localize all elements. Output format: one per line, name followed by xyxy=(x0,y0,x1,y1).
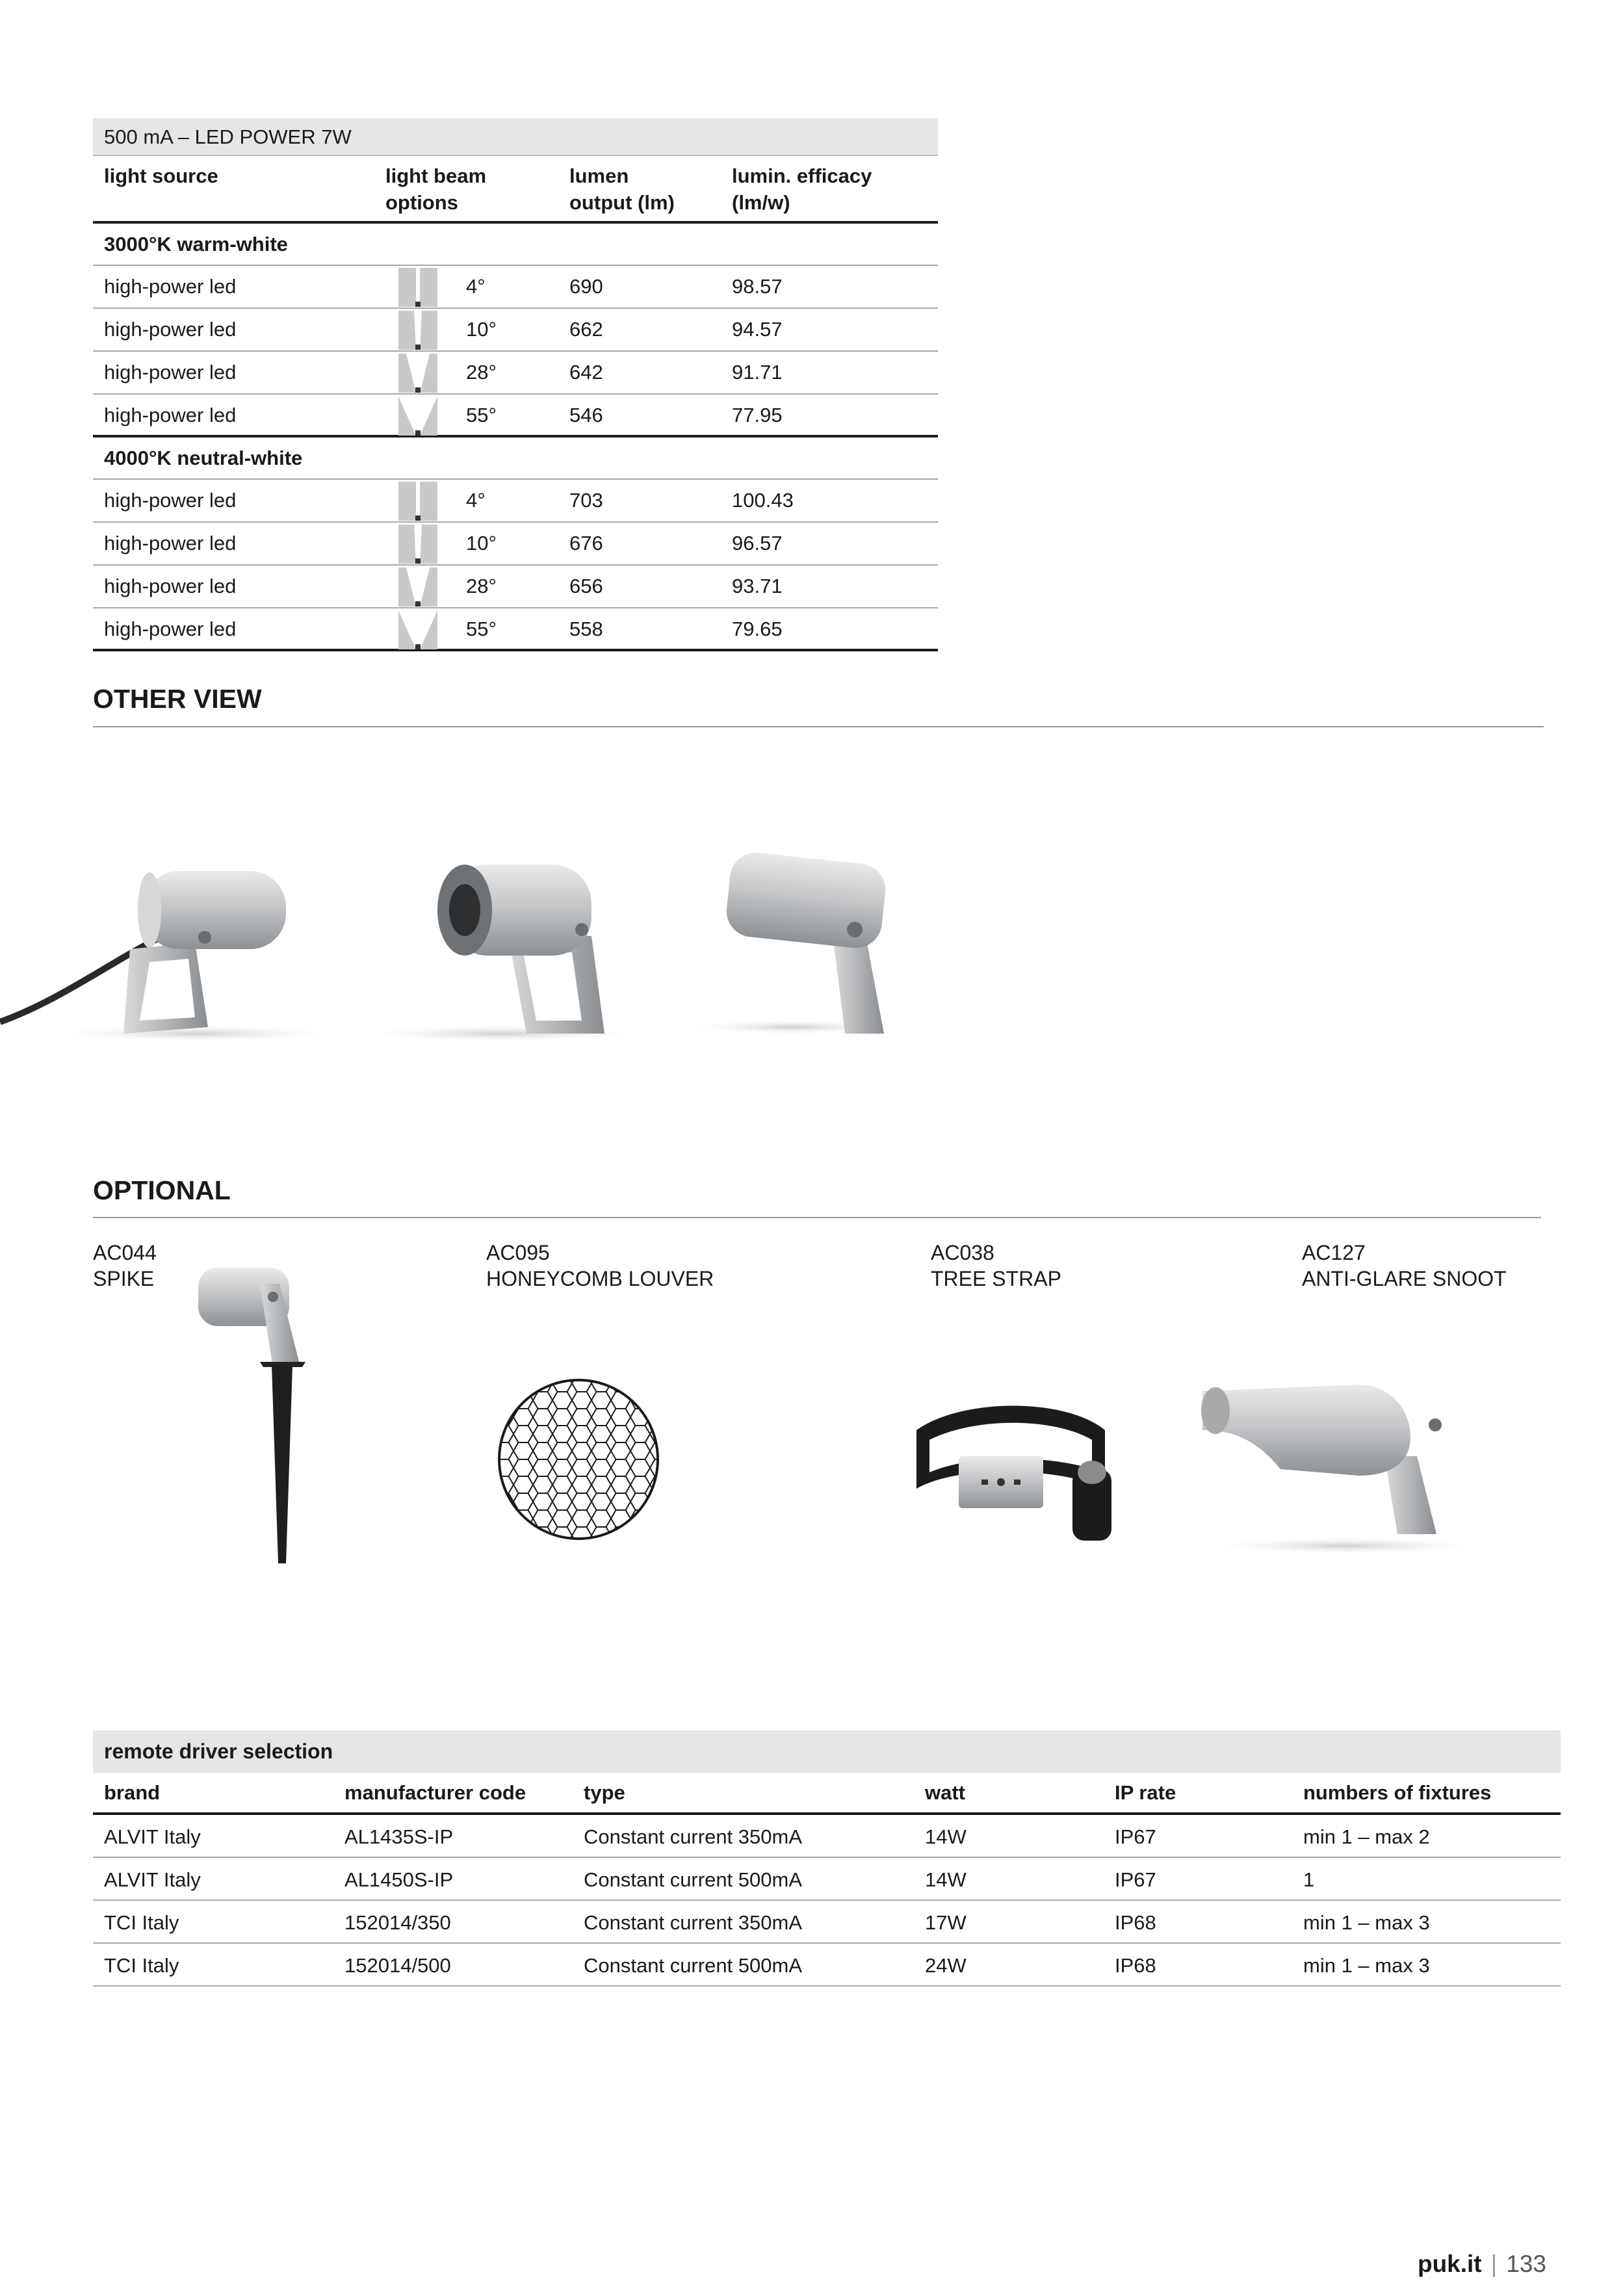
cell-beam-angle: 10° xyxy=(466,318,497,341)
beam-wide-icon xyxy=(398,397,437,436)
cell-code: AL1435S-IP xyxy=(344,1825,454,1848)
beam-wide-icon xyxy=(398,610,437,649)
header-light-source: light source xyxy=(104,164,218,187)
table-row xyxy=(93,352,938,395)
header-efficacy-line2: (lm/w) xyxy=(732,191,790,214)
led-power-table xyxy=(93,118,938,651)
table-row xyxy=(93,309,938,352)
cell-light-source: high-power led xyxy=(104,618,237,640)
accessory-tree-strap xyxy=(931,1240,1061,1292)
accessory-code: AC038 xyxy=(931,1241,994,1264)
optional-title: OPTIONAL xyxy=(93,1175,231,1205)
cell-efficacy: 93.71 xyxy=(732,575,783,597)
cell-light-source: high-power led xyxy=(104,532,237,554)
optional-divider xyxy=(93,1217,1541,1218)
cell-lumen: 546 xyxy=(569,404,603,426)
group-neutral-white: 4000°K neutral-white xyxy=(93,437,938,480)
table-row xyxy=(93,566,938,608)
table-row xyxy=(93,608,938,651)
cell-type: Constant current 350mA xyxy=(584,1825,803,1848)
accessory-name: HONEYCOMB LOUVER xyxy=(486,1267,714,1290)
cell-beam-angle: 28° xyxy=(466,575,497,597)
cell-fixtures: min 1 – max 3 xyxy=(1303,1911,1430,1934)
cell-fixtures: 1 xyxy=(1303,1868,1315,1891)
header-watt: watt xyxy=(925,1781,965,1804)
cell-efficacy: 96.57 xyxy=(732,532,783,554)
other-view-divider xyxy=(93,726,1544,727)
group-warm-white: 3000°K warm-white xyxy=(93,224,938,266)
beam-spot-icon xyxy=(398,311,437,350)
table-row xyxy=(93,1944,1561,1987)
spotlight-back-view xyxy=(682,850,903,1035)
cell-beam-angle: 4° xyxy=(466,489,486,512)
spotlight-front-view xyxy=(357,865,643,1043)
table-row xyxy=(93,1901,1561,1944)
cell-watt: 14W xyxy=(925,1825,967,1848)
cell-efficacy: 94.57 xyxy=(732,318,783,341)
cell-efficacy: 91.71 xyxy=(732,361,783,384)
table-row xyxy=(93,1815,1561,1858)
cell-beam-angle: 28° xyxy=(466,361,497,384)
footer-separator: | xyxy=(1490,2250,1498,2277)
anti-glare-snoot-image xyxy=(1189,1372,1488,1567)
cell-watt: 14W xyxy=(925,1868,967,1891)
tree-strap-image xyxy=(897,1391,1124,1547)
cell-ip: IP67 xyxy=(1115,1868,1156,1891)
driver-table-header xyxy=(93,1773,1561,1815)
spike-accessory-image xyxy=(195,1264,305,1570)
cell-light-source: high-power led xyxy=(104,404,237,426)
cell-lumen: 656 xyxy=(569,575,603,597)
accessory-name: TREE STRAP xyxy=(931,1267,1061,1290)
accessory-spike xyxy=(93,1240,157,1292)
cell-efficacy: 77.95 xyxy=(732,404,783,426)
accessory-anti-glare-snoot xyxy=(1302,1240,1507,1292)
cell-beam-angle: 4° xyxy=(466,275,486,298)
header-ip-rate: IP rate xyxy=(1115,1781,1176,1804)
cell-lumen: 662 xyxy=(569,318,603,341)
cell-efficacy: 79.65 xyxy=(732,618,783,640)
header-lumen-line1: lumen xyxy=(569,164,629,187)
header-light-beam-line2: options xyxy=(385,191,458,214)
header-light-beam xyxy=(385,163,486,216)
header-brand: brand xyxy=(104,1781,161,1804)
cell-lumen: 703 xyxy=(569,489,603,512)
cell-efficacy: 98.57 xyxy=(732,275,783,298)
cell-code: 152014/350 xyxy=(344,1911,451,1934)
cell-fixtures: min 1 – max 3 xyxy=(1303,1954,1430,1977)
beam-medium-icon xyxy=(398,354,437,393)
cell-light-source: high-power led xyxy=(104,318,237,341)
header-lumen-output xyxy=(569,163,675,216)
table-row xyxy=(93,395,938,437)
header-type: type xyxy=(584,1781,625,1804)
cell-type: Constant current 500mA xyxy=(584,1868,803,1891)
page-number: 133 xyxy=(1506,2250,1546,2277)
cell-fixtures: min 1 – max 2 xyxy=(1303,1825,1430,1848)
cell-lumen: 690 xyxy=(569,275,603,298)
other-view-title: OTHER VIEW xyxy=(93,684,262,714)
cell-watt: 17W xyxy=(925,1911,967,1934)
accessory-name: SPIKE xyxy=(93,1267,155,1290)
header-manufacturer-code: manufacturer code xyxy=(344,1781,526,1804)
cell-brand: TCI Italy xyxy=(104,1911,179,1934)
cell-light-source: high-power led xyxy=(104,275,237,298)
header-light-beam-line1: light beam xyxy=(385,164,487,187)
page-footer xyxy=(1418,2250,1546,2278)
cell-lumen: 676 xyxy=(569,532,603,554)
led-table-header xyxy=(93,156,938,224)
header-efficacy-line1: lumin. efficacy xyxy=(732,164,872,187)
product-views-illustration xyxy=(0,839,923,1060)
cell-lumen: 558 xyxy=(569,618,603,640)
cell-beam-angle: 55° xyxy=(466,404,497,426)
footer-website-link[interactable]: puk.it xyxy=(1417,2250,1482,2277)
cell-type: Constant current 350mA xyxy=(584,1911,803,1934)
cell-light-source: high-power led xyxy=(104,575,237,597)
table-row xyxy=(93,1858,1561,1901)
beam-spot-icon xyxy=(398,525,437,564)
cell-beam-angle: 55° xyxy=(466,618,497,640)
cell-watt: 24W xyxy=(925,1954,967,1977)
cell-ip: IP67 xyxy=(1115,1825,1156,1848)
accessory-name: ANTI-GLARE SNOOT xyxy=(1302,1267,1507,1290)
cell-brand: TCI Italy xyxy=(104,1954,179,1977)
accessory-code: AC044 xyxy=(93,1241,157,1264)
remote-driver-table xyxy=(93,1730,1561,1987)
accessory-code: AC127 xyxy=(1302,1241,1366,1264)
cell-light-source: high-power led xyxy=(104,489,237,512)
header-lumen-line2: output (lm) xyxy=(569,191,675,214)
cell-beam-angle: 10° xyxy=(466,532,497,554)
cell-efficacy: 100.43 xyxy=(732,489,794,512)
cell-ip: IP68 xyxy=(1115,1954,1156,1977)
header-luminous-efficacy xyxy=(732,163,872,216)
beam-narrow-icon xyxy=(398,482,437,521)
accessory-code: AC095 xyxy=(486,1241,550,1264)
spotlight-side-view xyxy=(0,871,344,1043)
table-row xyxy=(93,480,938,523)
cell-light-source: high-power led xyxy=(104,361,237,384)
honeycomb-louver-image xyxy=(494,1375,663,1544)
cell-code: 152014/500 xyxy=(344,1954,451,1977)
header-numbers-of-fixtures: numbers of fixtures xyxy=(1303,1781,1492,1804)
table-row xyxy=(93,523,938,566)
beam-medium-icon xyxy=(398,567,437,607)
table-row xyxy=(93,266,938,309)
cell-brand: ALVIT Italy xyxy=(104,1825,201,1848)
cell-type: Constant current 500mA xyxy=(584,1954,803,1977)
led-table-caption: 500 mA – LED POWER 7W xyxy=(93,118,938,156)
cell-ip: IP68 xyxy=(1115,1911,1156,1934)
accessory-honeycomb-louver xyxy=(486,1240,714,1292)
cell-code: AL1450S-IP xyxy=(344,1868,454,1891)
beam-narrow-icon xyxy=(398,268,437,307)
cell-lumen: 642 xyxy=(569,361,603,384)
cell-brand: ALVIT Italy xyxy=(104,1868,201,1891)
driver-table-caption: remote driver selection xyxy=(93,1730,1561,1773)
